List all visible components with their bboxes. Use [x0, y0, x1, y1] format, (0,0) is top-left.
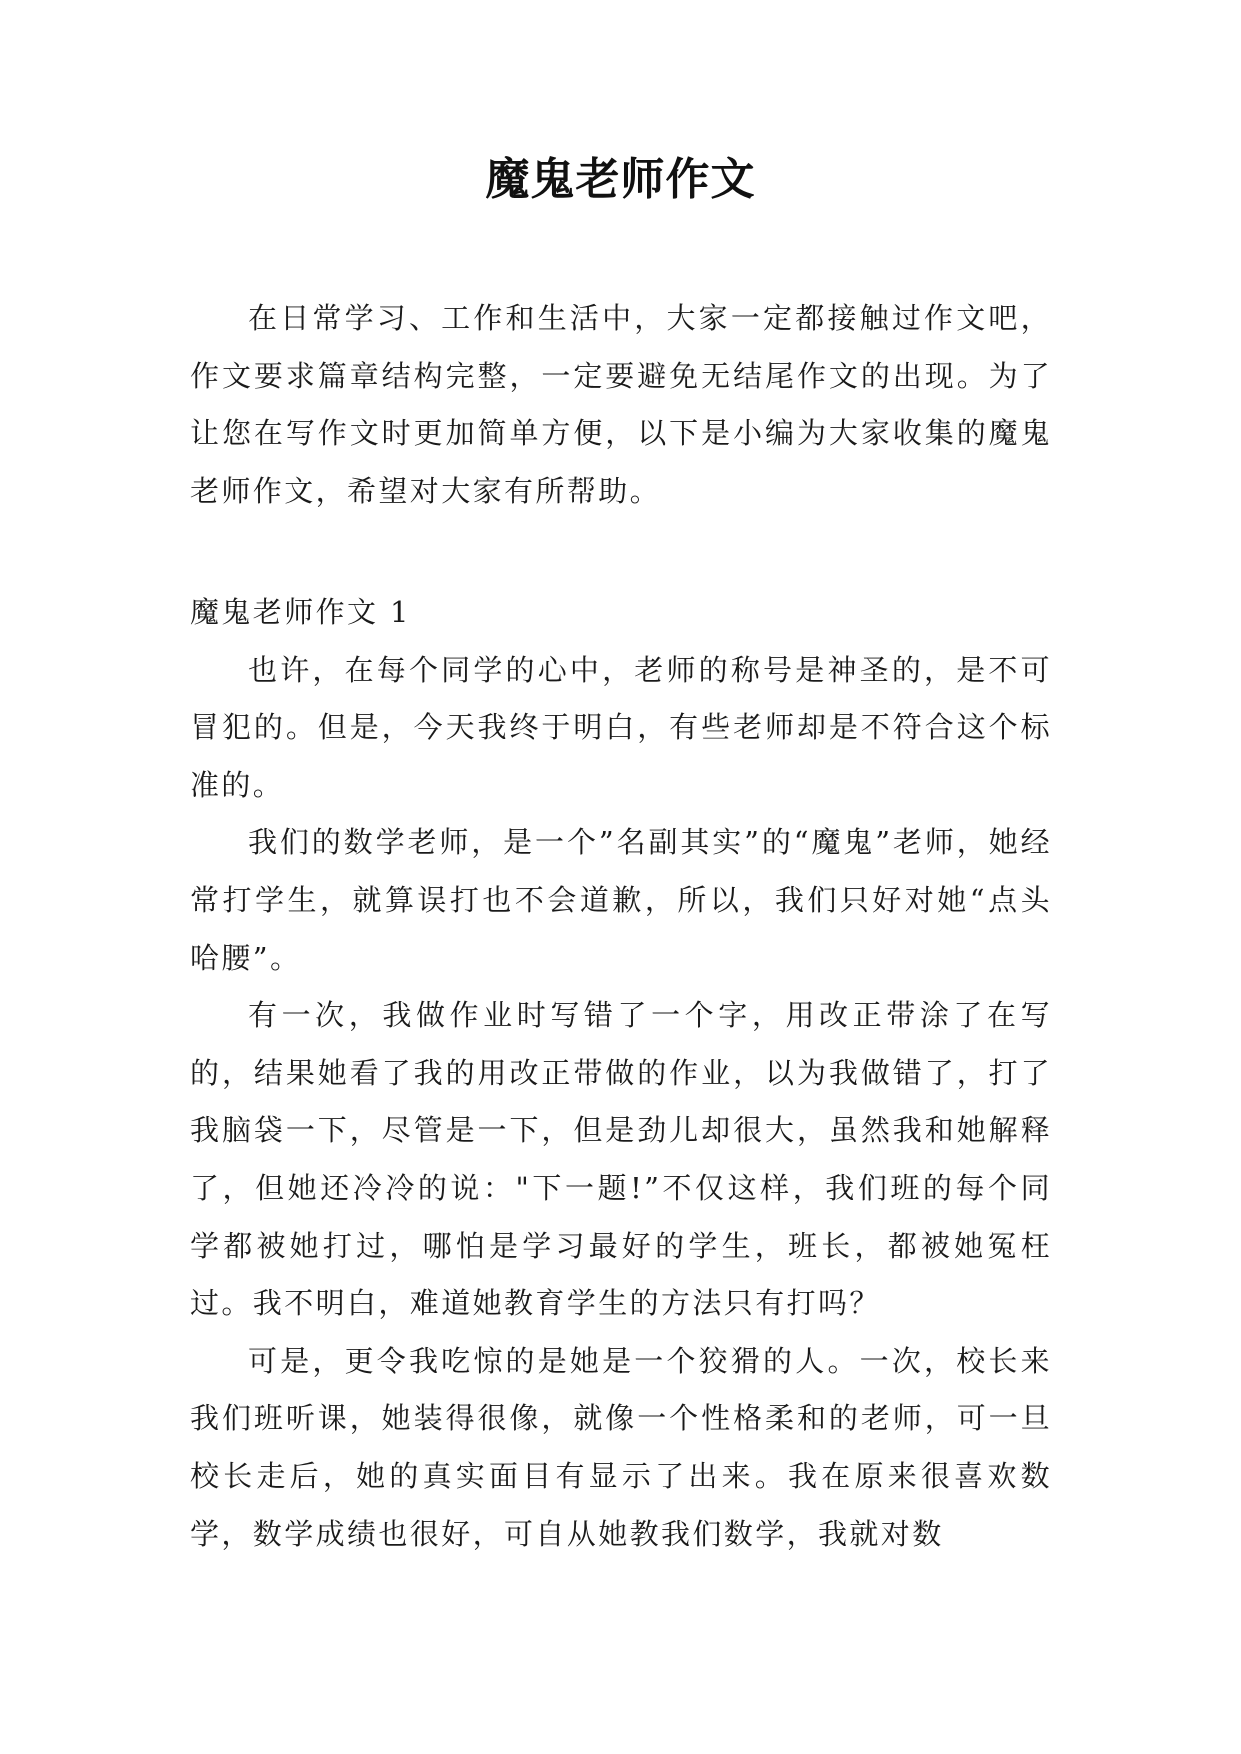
intro-paragraph: 在日常学习、工作和生活中，大家一定都接触过作文吧，作文要求篇章结构完整，一定要避免无结尾作文的出现。为了让您在写作文时更加简单方便，以下是小编为大家收集的魔鬼老师作文，希望对大家有所帮助。 — [190, 301, 1052, 508]
paragraph-2: 我们的数学老师，是一个”名副其实”的“魔鬼”老师，她经常打学生，就算误打也不会道歉，所以，我们只好对她“点头哈腰”。 — [190, 825, 1052, 975]
paragraph-1: 也许，在每个同学的心中，老师的称号是神圣的，是不可冒犯的。但是，今天我终于明白，有些老师却是不符合这个标准的。 — [190, 652, 1052, 802]
paragraph-3: 有一次，我做作业时写错了一个字，用改正带涂了在写的，结果她看了我的用改正带做的作业，以为我做错了，打了我脑袋一下，尽管是一下，但是劲儿却很大，虽然我和她解释了，但她还冷冷的说："下一题!”不仅这样，我们班的每个同学都被她打过，哪怕是学习最好的学生，班长，都被她冤枉过。我不明白，难道她教育学生的方法只有打吗？ — [190, 998, 1052, 1321]
paragraph-4: 可是，更令我吃惊的是她是一个狡猾的人。一次，校长来我们班听课，她装得很像，就像一个性格柔和的老师，可一旦校长走后，她的真实面目有显示了出来。我在原来很喜欢数学，数学成绩也很好，可自从她教我们数学，我就对数 — [190, 1343, 1052, 1551]
essay-section — [190, 584, 1052, 1563]
section-heading: 魔鬼老师作文 1 — [190, 595, 411, 629]
intro-block — [190, 290, 1052, 520]
document-title: 魔鬼老师作文 — [485, 154, 756, 205]
